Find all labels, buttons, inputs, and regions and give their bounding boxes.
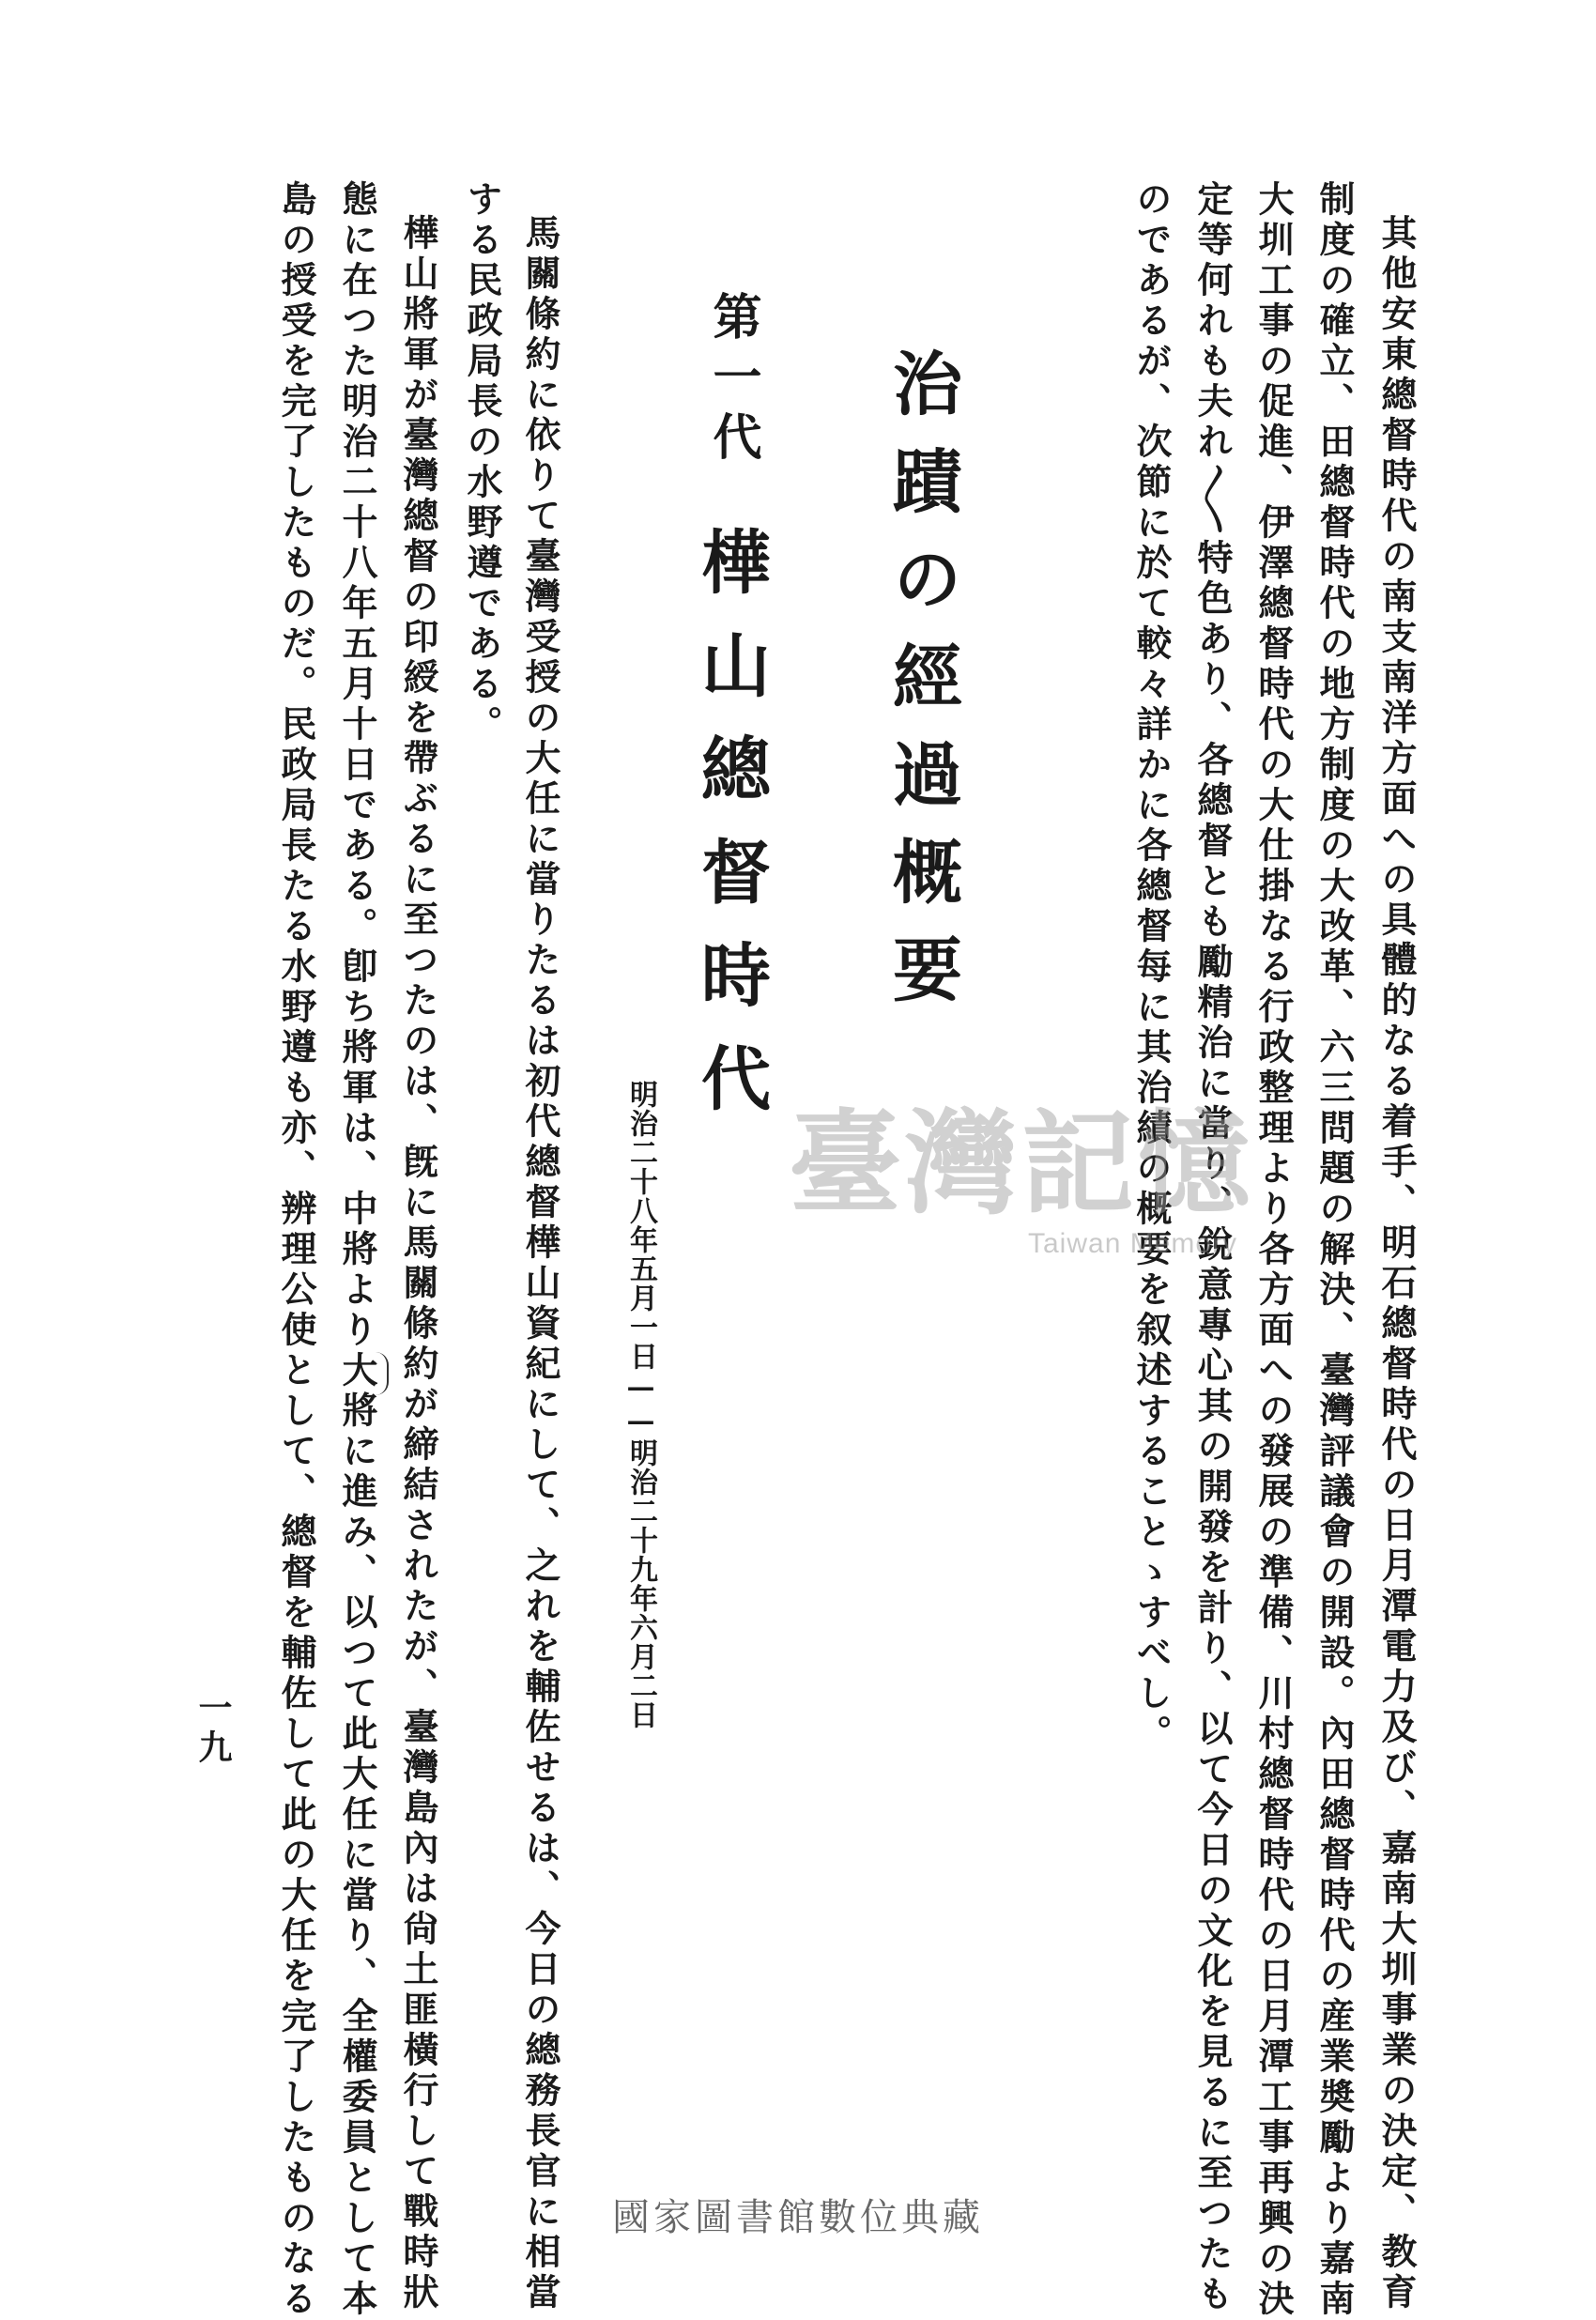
body-line-5: 島の授受を完了したものだ。民政局長たる水野遵も亦、辨理公使として、總督を輔佐して此の大任を完了したものなる xyxy=(275,180,317,2320)
body-line-4: 態に在つた明治二十八年五月十日である。卽ち將軍は、中將より大將に進み、以つて此大任に當り、全權委員として本 xyxy=(336,180,378,2320)
body-line-2: する民政局長の水野遵である。 xyxy=(461,180,503,745)
chapter-title: 治蹟の經過概要 xyxy=(882,347,962,1031)
watermark xyxy=(789,1099,1258,1286)
proof-mark xyxy=(374,1352,389,1395)
library-footer: 國家圖書館數位典藏 xyxy=(612,2196,984,2239)
watermark-subtitle: Taiwan Memory xyxy=(1028,1228,1238,1259)
watermark-logo-text: 臺灣記憶 xyxy=(789,1098,1254,1230)
intro-line-2: 制度の確立、田總督時代の地方制度の大改革、六三問題の解決、臺灣評議會の開設。內田總督時代の産業奬勵より嘉南 xyxy=(1313,180,1356,2320)
reign-dates: 明治二十八年五月一日——明治二十九年六月二日 xyxy=(624,1080,657,1729)
body-line-3: 樺山將軍が臺灣總督の印綬を帶ぶるに至つたのは、旣に馬關條約が締結されたが、臺灣島內は尙土匪橫行して戰時狀 xyxy=(397,214,439,2313)
intro-line-5: のであるが、次節に於て較々詳かに各總督每に其治績の概要を叙述することゝすべし。 xyxy=(1130,180,1173,1755)
section-name: 樺山總督時代 xyxy=(690,526,771,1145)
page-number: 一九 xyxy=(193,1690,233,1769)
intro-line-1: 其他安東總督時代の南支南洋方面への具體的なる着手、明石總督時代の日月潭電力及び、嘉南大圳事業の決定、教育 xyxy=(1375,214,1418,2313)
intro-line-3: 大圳工事の促進、伊澤總督時代の大仕掛なる行政整理より各方面への發展の準備、川村總督時代の日月潭工事再興の決 xyxy=(1252,180,1295,2320)
intro-line-4: 定等何れも夫れ〱特色あり、各總督とも勵精治に當り、銳意專心其の開發を計り、以て今日の文化を見るに至つたも xyxy=(1191,180,1234,2315)
body-line-1: 馬關條約に依りて臺灣受授の大任に當りたるは初代總督樺山資紀にして、之れを輔佐せるは、今日の總務長官に相當 xyxy=(519,214,561,2313)
section-number: 第一代 xyxy=(704,291,761,471)
